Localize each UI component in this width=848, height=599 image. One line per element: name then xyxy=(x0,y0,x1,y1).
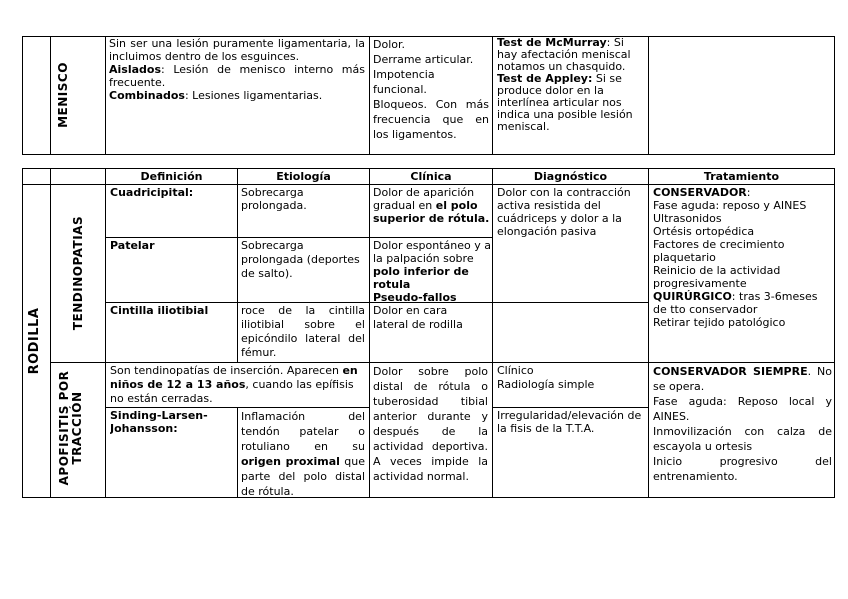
rodilla-group-label: RODILLA xyxy=(27,307,42,375)
apofisitis-trat-line: Fase aguda: Reposo local y AINES. xyxy=(653,395,832,423)
apofisitis-diagnostico xyxy=(497,364,645,404)
menisco-clinica-line: Dolor. xyxy=(373,38,405,51)
apofisitis-def-post: , cuando las epífisis no están cerradas. xyxy=(110,378,354,405)
tratamiento-line: Ultrasonidos xyxy=(653,212,722,225)
tendinopatias-label: TENDINOPATIAS xyxy=(71,215,85,331)
tratamiento-line: Ortésis ortopédica xyxy=(653,225,755,238)
aislados-label: Aislados xyxy=(109,63,162,76)
patelar-etiologia: Sobrecarga prolongada (deportes de salto). xyxy=(241,239,360,280)
apofisitis-definicion xyxy=(110,364,367,406)
conservador-siempre-post: . No se opera. xyxy=(653,365,832,393)
header-clinica: Clínica xyxy=(410,170,452,183)
menisco-intro: Sin ser una lesión puramente ligamentaria, la incluimos dentro de los esguinces. xyxy=(109,37,365,63)
patelar-clinica xyxy=(373,239,491,302)
menisco-row-label: MENISCO xyxy=(56,62,70,128)
tratamiento-line: Factores de crecimiento plaquetario xyxy=(653,238,785,264)
conservador-colon: : xyxy=(746,186,751,199)
apofisitis-def-text: Son tendinopatías de inserción. Aparecen xyxy=(110,364,343,377)
sinding-etio-bold: origen proximal xyxy=(241,455,340,468)
apofisitis-clinica: Dolor sobre polo distal de rótula o tuberosidad tibial anterior durante y después de la actividad deportiva. A veces impide la actividad normal. xyxy=(373,365,488,483)
diagnostico-radiologia: Radiología simple xyxy=(497,378,595,391)
apofisitis-label-line2: TRACCIÓN xyxy=(70,391,84,465)
diagnostico-clinico: Clínico xyxy=(497,364,534,377)
menisco-clinica-line: Derrame articular. xyxy=(373,53,474,66)
sinding-etio-text: Inflamación del tendón patelar o rotuliano en su xyxy=(241,410,365,453)
header-etiologia: Etiología xyxy=(276,170,331,183)
conservador-siempre-label: CONSERVADOR SIEMPRE xyxy=(653,365,808,378)
menisco-clinica-line: Impotencia funcional. xyxy=(373,68,435,96)
tratamiento-line: Fase aguda: reposo y AINES xyxy=(653,199,807,212)
menisco-clinica-line: Bloqueos. Con más frecuencia que en los ligamentos. xyxy=(373,98,489,141)
cuadricipital-clinica-bold: el polo superior de rótula. xyxy=(373,199,490,225)
cintilla-clinica: Dolor en cara lateral de rodilla xyxy=(373,304,463,331)
cuadricipital-clinica xyxy=(373,186,490,237)
cuadricipital-etiologia: Sobrecarga prolongada. xyxy=(241,186,307,212)
tratamiento-last: Retirar tejido patológico xyxy=(653,316,786,329)
sinding-etiologia xyxy=(241,409,365,496)
apley-label: Test de Appley: xyxy=(497,72,593,85)
sinding-etio-post: que parte del polo distal de rótula. xyxy=(241,455,365,496)
patelar-name: Patelar xyxy=(110,239,155,252)
apofisitis-label xyxy=(58,365,84,491)
menisco-diagnostico xyxy=(497,37,645,153)
cintilla-etiologia: roce de la cintilla iliotibial sobre el epicóndilo lateral del fémur. xyxy=(241,304,365,359)
apofisitis-tratamiento xyxy=(653,364,832,496)
tratamiento-line: Reinicio de la actividad progresivamente xyxy=(653,264,781,290)
apofisitis-trat-line: Inicio progresivo del entrenamiento. xyxy=(653,455,832,483)
apofisitis-diagnostico-fisis: Irregularidad/elevación de la fisis de la T.T.A. xyxy=(497,409,642,435)
apley-text: Si se produce dolor en la interlínea articular nos indica una posible lesión meniscal. xyxy=(497,72,633,133)
header-definicion: Definición xyxy=(140,170,203,183)
header-diagnostico: Diagnóstico xyxy=(533,170,608,183)
apofisitis-def-bold: en niños de 12 a 13 años xyxy=(110,364,358,391)
menisco-clinica xyxy=(373,37,489,153)
apofisitis-label-line1: APOFISITIS POR xyxy=(57,370,71,486)
patelar-pseudo-fallos: Pseudo-fallos xyxy=(373,291,457,302)
quirurgico-label: QUIRÚRGICO xyxy=(653,290,732,303)
menisco-definition xyxy=(109,37,365,153)
sinding-name: Sinding-Larsen-Johansson: xyxy=(110,409,208,435)
tendinopatias-tratamiento xyxy=(653,186,833,361)
combinados-label: Combinados xyxy=(109,89,185,102)
cuadricipital-name: Cuadricipital: xyxy=(110,186,194,199)
aislados-text: : Lesión de menisco interno más frecuente. xyxy=(109,63,365,89)
cuadricipital-clinica-text: Dolor de aparición gradual en xyxy=(373,186,475,212)
mcmurray-label: Test de McMurray xyxy=(497,37,607,49)
apofisitis-trat-line: Inmovilización con calza de escayola u ortesis xyxy=(653,425,832,453)
tendinopatias-diagnostico: Dolor con la contracción activa resistida del cuádriceps y dolor a la elongación pasiva xyxy=(497,186,631,238)
patelar-clinica-bold: polo inferior de rotula xyxy=(373,265,469,291)
combinados-text: : Lesiones ligamentarias. xyxy=(184,89,323,102)
mcmurray-text: : Si hay afectación meniscal notamos un chasquido. xyxy=(497,37,631,73)
header-tratamiento: Tratamiento xyxy=(703,170,780,183)
quirurgico-text: : tras 3-6meses de tto conservador xyxy=(653,290,818,316)
cintilla-name: Cintilla iliotibial xyxy=(110,304,209,317)
patelar-clinica-text: Dolor espontáneo y a la palpación sobre xyxy=(373,239,491,265)
conservador-label: CONSERVADOR xyxy=(653,186,747,199)
